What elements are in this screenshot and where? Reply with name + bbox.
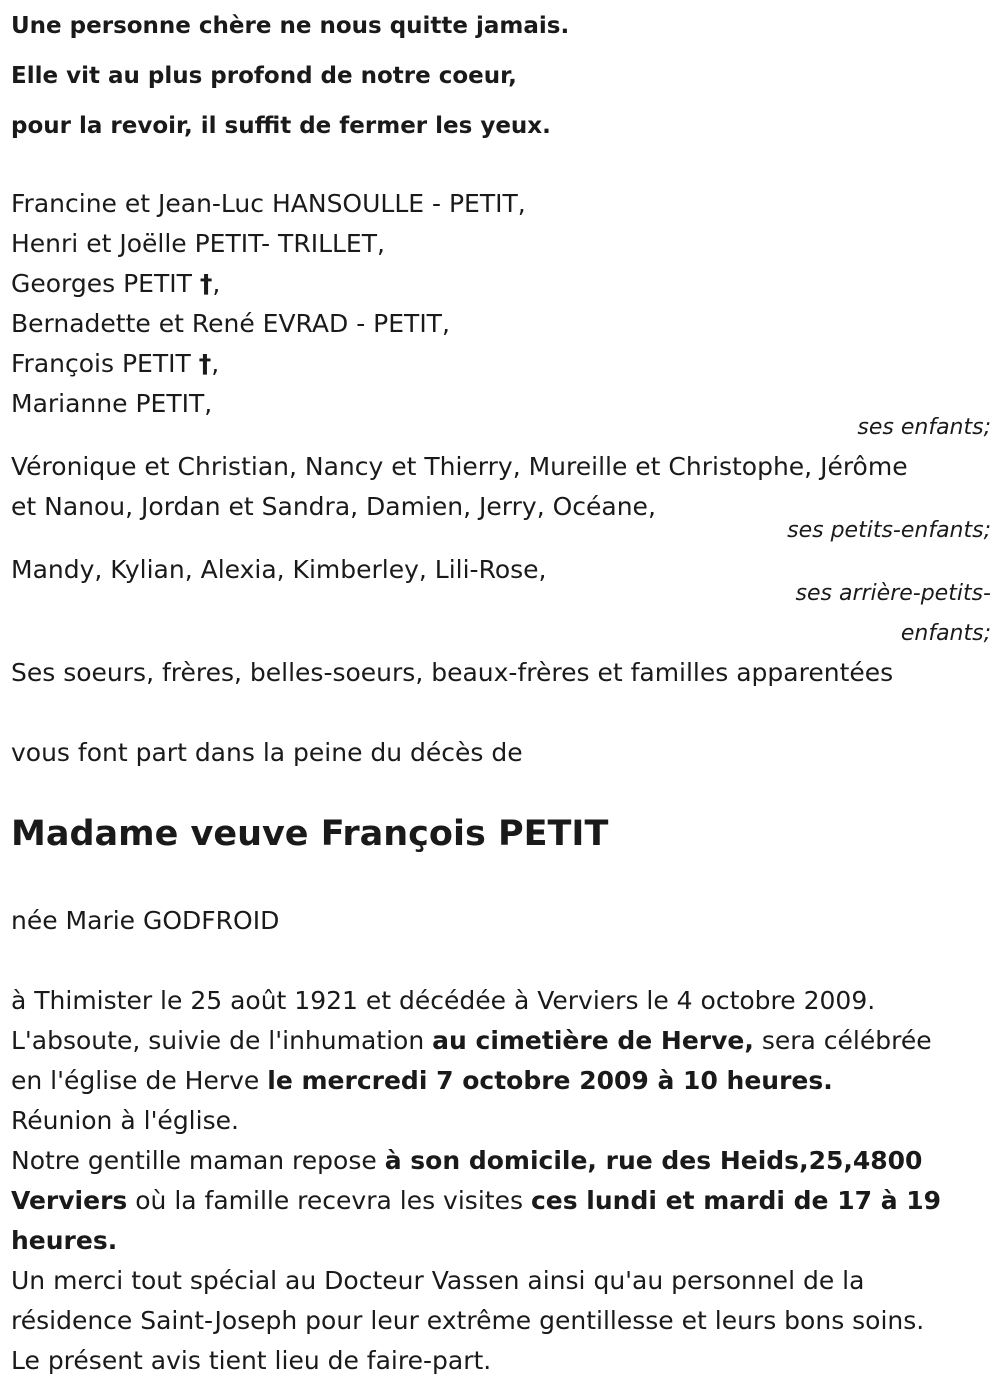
detail-hours: [11, 1224, 117, 1258]
detail-domicile: [11, 1144, 922, 1178]
deceased-name: Madame veuve François PETIT: [11, 814, 609, 854]
child-5: [11, 347, 219, 381]
child-3: [11, 267, 220, 301]
detail-thanks-2: résidence Saint-Joseph pour leur extrême gentillesse et leurs bons soins.: [11, 1306, 925, 1335]
detail-visit-times: ces lundi et mardi de 17 à 19: [530, 1186, 942, 1215]
child-1: Francine et Jean-Luc HANSOULLE - PETIT,: [11, 189, 526, 218]
detail-visits: [11, 1184, 941, 1218]
announce-line: vous font part dans la peine du décès de: [11, 738, 523, 767]
detail-text: où la famille recevra les visites: [127, 1186, 531, 1215]
detail-text: L'absoute, suivie de l'inhumation: [11, 1026, 433, 1055]
child-2: Henri et Joëlle PETIT- TRILLET,: [11, 229, 385, 258]
detail-date: le mercredi 7 octobre 2009 à 10 heures.: [267, 1066, 833, 1095]
detail-reunion: Réunion à l'église.: [11, 1106, 239, 1135]
detail-church: [11, 1064, 833, 1098]
maiden-name: née Marie GODFROID: [11, 906, 280, 935]
role-grandchildren: ses petits-enfants;: [787, 518, 991, 543]
detail-hours-text: heures.: [11, 1226, 118, 1255]
role-great-grandchildren-2: enfants;: [900, 621, 991, 646]
family-line: Ses soeurs, frères, belles-soeurs, beaux-frères et familles apparentées: [11, 658, 894, 687]
quote-line-2: Elle vit au plus profond de notre coeur,: [11, 63, 517, 89]
child-5-name: François PETIT: [11, 349, 191, 378]
detail-text: en l'église de Herve: [11, 1066, 268, 1095]
detail-cemetery: au cimetière de Herve,: [432, 1026, 754, 1055]
detail-absoute: [11, 1024, 932, 1058]
detail-faire-part: Le présent avis tient lieu de faire-part.: [11, 1346, 492, 1375]
role-children: ses enfants;: [857, 415, 991, 440]
child-5-end: ,: [211, 349, 220, 378]
detail-text: Notre gentille maman repose: [11, 1146, 385, 1175]
detail-address: à son domicile, rue des Heids,25,4800: [384, 1146, 923, 1175]
child-4: Bernadette et René EVRAD - PETIT,: [11, 309, 450, 338]
child-6: Marianne PETIT,: [11, 389, 213, 418]
detail-city: Verviers: [11, 1186, 128, 1215]
cross-icon: †: [198, 349, 212, 378]
role-great-grandchildren-1: ses arrière-petits-: [795, 581, 991, 606]
grandchildren-line-1: Véronique et Christian, Nancy et Thierry, Mureille et Christophe, Jérôme: [11, 452, 908, 481]
detail-thanks-1: Un merci tout spécial au Docteur Vassen ainsi qu'au personnel de la: [11, 1266, 865, 1295]
quote-line-3: pour la revoir, il suffit de fermer les yeux.: [11, 113, 551, 139]
detail-text: sera célébrée: [753, 1026, 932, 1055]
child-3-name: Georges PETIT: [11, 269, 192, 298]
grandchildren-line-2: et Nanou, Jordan et Sandra, Damien, Jerry, Océane,: [11, 492, 656, 521]
child-3-end: ,: [212, 269, 221, 298]
quote-line-1: Une personne chère ne nous quitte jamais.: [11, 13, 570, 39]
great-grandchildren-line: Mandy, Kylian, Alexia, Kimberley, Lili-Rose,: [11, 555, 547, 584]
detail-birth-death: à Thimister le 25 août 1921 et décédée à Verviers le 4 octobre 2009.: [11, 986, 876, 1015]
cross-icon: †: [199, 269, 213, 298]
